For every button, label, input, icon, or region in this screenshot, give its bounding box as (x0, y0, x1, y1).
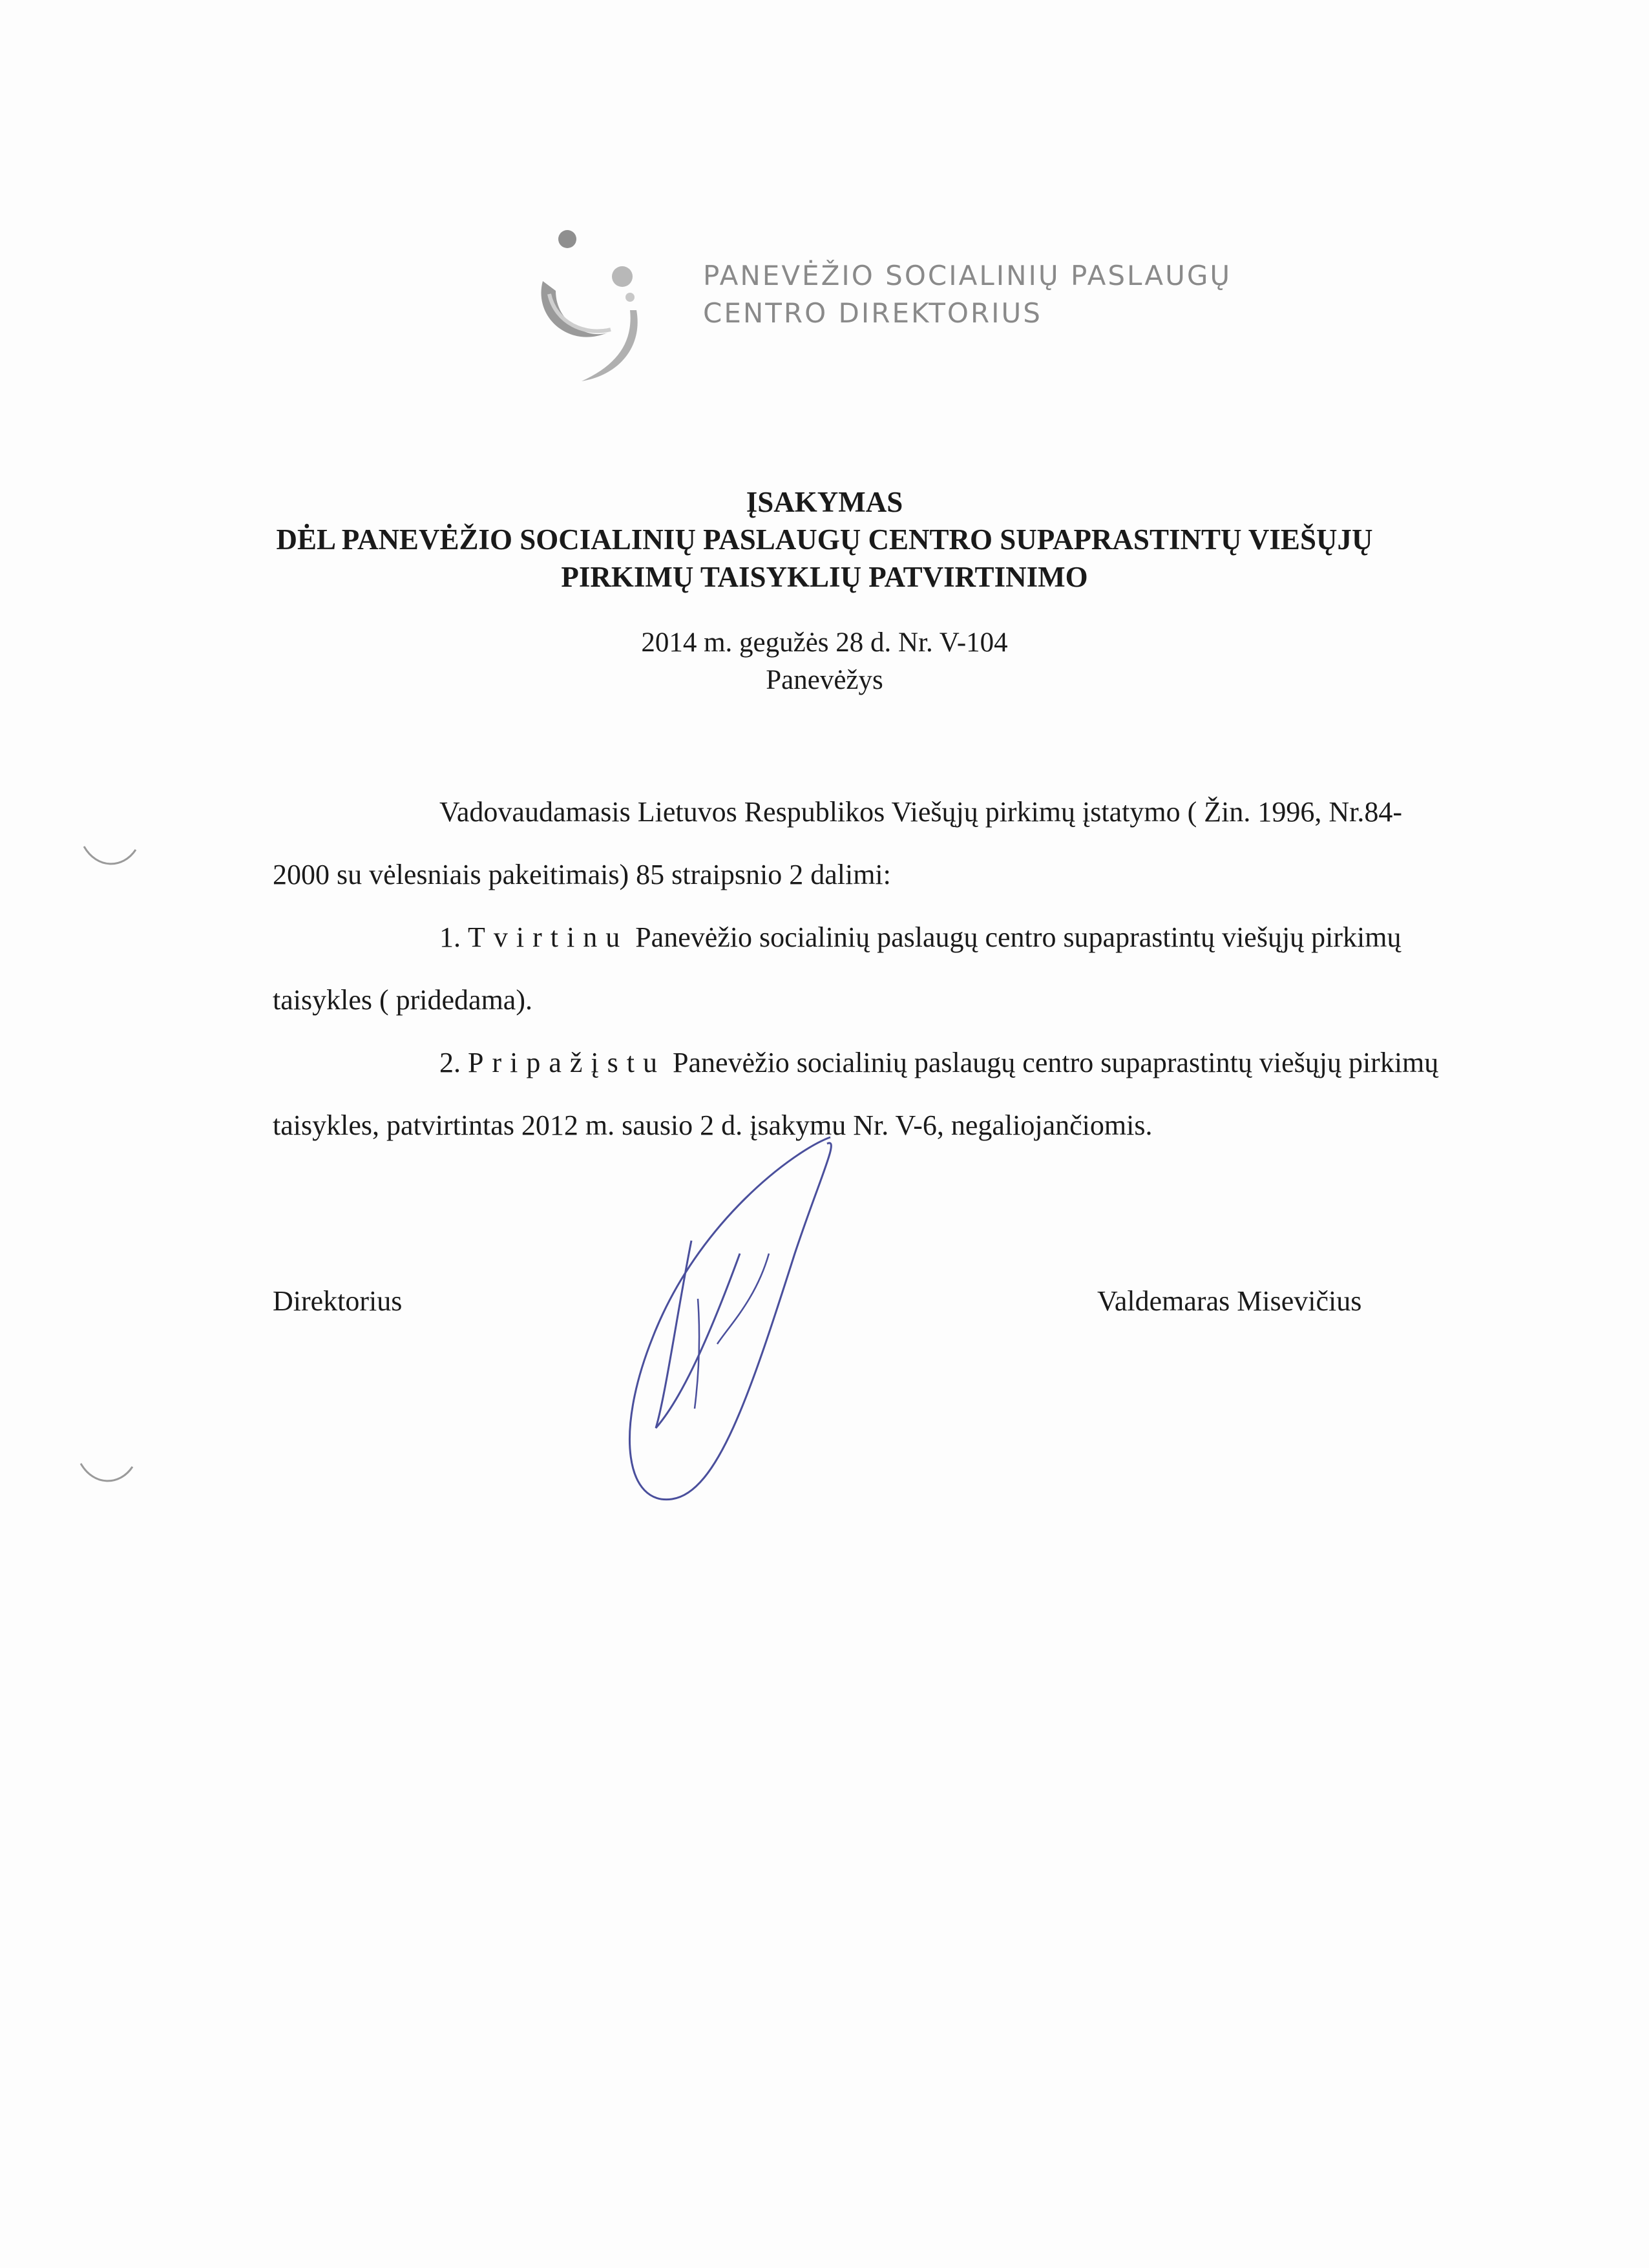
date-number: 2014 m. gegužės 28 d. Nr. V-104 (641, 627, 1008, 658)
item-1-line-2: taisykles ( pridedama). (273, 984, 532, 1016)
item-1-prefix: 1. (439, 921, 468, 953)
hole-punch-mark (78, 840, 142, 879)
title-line2: DĖL PANEVĖŽIO SOCIALINIŲ PASLAUGŲ CENTRO SUPAPRASTINTŲ VIEŠŲJŲ (276, 523, 1373, 556)
document-title (0, 483, 1649, 596)
paragraph-1-line-2: 2000 su vėlesniais pakeitimais) 85 straipsnio 2 dalimi: (273, 859, 891, 890)
document-body (273, 781, 1487, 1157)
item-2-prefix: 2. (439, 1047, 468, 1078)
signatory-role: Direktorius (273, 1285, 403, 1317)
place: Panevėžys (766, 665, 883, 695)
hole-punch-mark (74, 1457, 139, 1496)
item-2-line-2: taisykles, patvirtintas 2012 m. sausio 2 d. įsakymu Nr. V-6, negaliojančiomis. (273, 1109, 1153, 1141)
organization-name-line1: PANEVĖŽIO SOCIALINIŲ PASLAUGŲ (703, 260, 1232, 291)
organization-name-line2: CENTRO DIREKTORIUS (703, 297, 1042, 329)
signatory-name: Valdemaras Misevičius (1097, 1285, 1362, 1317)
item-1-line-1 (273, 906, 1487, 969)
item-2-rest: Panevėžio socialinių paslaugų centro supaprastintų viešųjų pirkimų (665, 1047, 1439, 1078)
item-1-verb: Tvirtinu (468, 921, 629, 953)
item-2-line-1 (273, 1031, 1487, 1094)
item-2-verb: Pripažįstu (468, 1047, 666, 1078)
title-line3: PIRKIMŲ TAISYKLIŲ PATVIRTINIMO (561, 561, 1088, 593)
paragraph-1-line-1: Vadovaudamasis Lietuvos Respublikos Viešųjų pirkimų įstatymo ( Žin. 1996, Nr.84- (439, 796, 1402, 828)
person-dots-logo-icon (530, 220, 678, 388)
item-1-rest: Panevėžio socialinių paslaugų centro supaprastintų viešųjų pirkimų (628, 921, 1402, 953)
title-line1: ĮSAKYMAS (746, 486, 903, 518)
document-meta (0, 624, 1649, 699)
handwritten-signature (601, 1124, 846, 1512)
organization-name (703, 257, 1232, 332)
